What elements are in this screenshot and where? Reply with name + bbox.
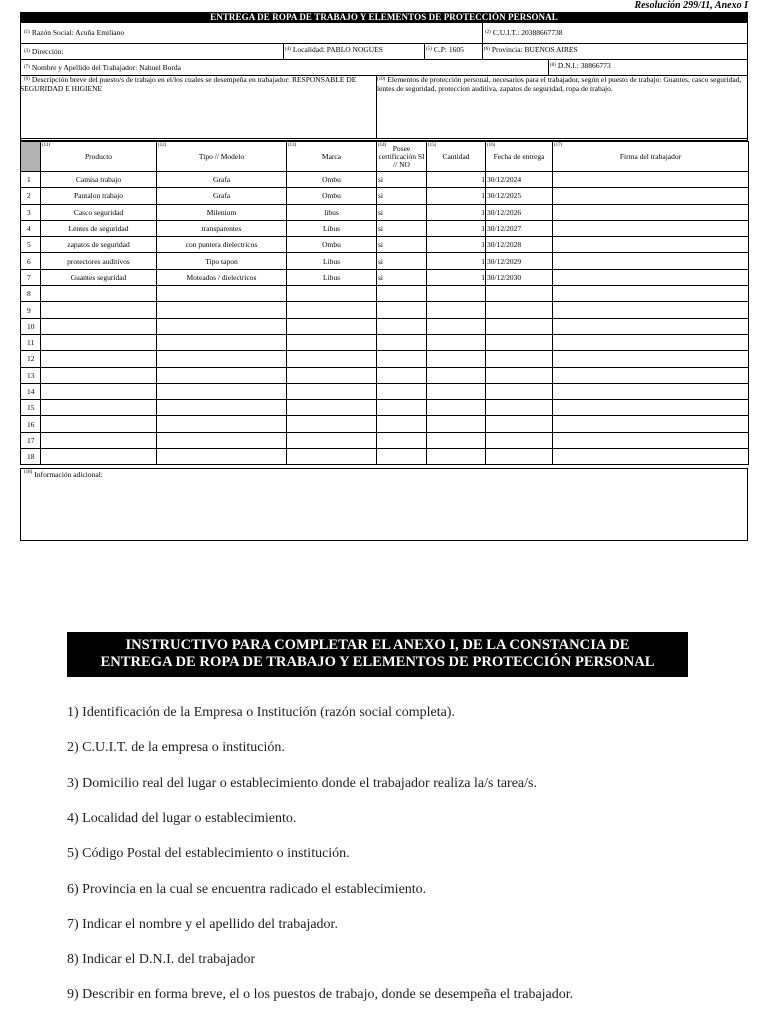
- instruction-step: 6) Provincia en la cual se encuentra radicado el establecimiento.: [67, 881, 427, 897]
- cell-cantidad: [427, 416, 486, 432]
- cell-n: 7: [21, 269, 41, 285]
- cell-marca: Libus: [287, 269, 377, 285]
- cell-firma: [553, 302, 749, 318]
- cell-tipo: [157, 400, 287, 416]
- cell-cantidad: [427, 367, 486, 383]
- row-number-header: [21, 142, 41, 172]
- table-row: [21, 269, 749, 285]
- resolution-label: Resolución 299/11, Anexo I: [634, 0, 748, 11]
- razon-social-field: $^{(1)}$ Razón Social: Acuña Emiliano: [24, 28, 125, 37]
- cell-fecha: [486, 367, 553, 383]
- instruction-step: 3) Domicilio real del lugar o establecimiento donde el trabajador realiza la/s tarea/s.: [67, 775, 537, 791]
- cell-cert: si: [377, 253, 427, 269]
- cell-marca: [287, 416, 377, 432]
- cell-cert: si: [377, 237, 427, 253]
- table-row: [21, 286, 749, 302]
- cell-firma: [553, 432, 749, 448]
- cell-n: 15: [21, 400, 41, 416]
- cell-marca: Ombu: [287, 188, 377, 204]
- cell-n: 14: [21, 383, 41, 399]
- table-row: [21, 367, 749, 383]
- cell-producto: [41, 302, 157, 318]
- cell-cantidad: [427, 383, 486, 399]
- cell-fecha: [486, 286, 553, 302]
- cell-n: 16: [21, 416, 41, 432]
- cell-marca: libus: [287, 204, 377, 220]
- cell-n: 8: [21, 286, 41, 302]
- table-row: [21, 416, 749, 432]
- cell-cantidad: 1: [427, 269, 486, 285]
- cell-n: 5: [21, 237, 41, 253]
- cell-marca: [287, 302, 377, 318]
- cell-cantidad: 1: [427, 172, 486, 188]
- cell-cert: [377, 383, 427, 399]
- cell-cantidad: 1: [427, 188, 486, 204]
- cell-fecha: 30/12/2029: [486, 253, 553, 269]
- cell-fecha: [486, 302, 553, 318]
- instruction-step: 9) Describir en forma breve, el o los puestos de trabajo, donde se desempeña el trabajador.: [67, 987, 574, 1003]
- cell-firma: [553, 188, 749, 204]
- cell-tipo: [157, 416, 287, 432]
- cell-cantidad: 1: [427, 220, 486, 236]
- cell-fecha: 30/12/2027: [486, 220, 553, 236]
- cell-n: 18: [21, 449, 41, 465]
- cell-firma: [553, 367, 749, 383]
- cell-cantidad: 1: [427, 237, 486, 253]
- column-header-marca: (13) Marca: [287, 142, 377, 172]
- instruction-step: 5) Código Postal del establecimiento o institución.: [67, 846, 350, 862]
- cell-n: 13: [21, 367, 41, 383]
- cell-fecha: [486, 400, 553, 416]
- cell-producto: [41, 432, 157, 448]
- cell-cantidad: [427, 286, 486, 302]
- cell-cantidad: [427, 302, 486, 318]
- table-row: [21, 237, 749, 253]
- table-row: [21, 400, 749, 416]
- column-header-fecha-entrega: (16) Fecha de entrega: [486, 142, 553, 172]
- cell-firma: [553, 351, 749, 367]
- cell-producto: [41, 416, 157, 432]
- cell-cantidad: [427, 400, 486, 416]
- puesto-descripcion-field: $^{(9)}$ Descripción breve del puesto/s de trabajo en el/los cuales se desempeña en trabajador: RESPONSABLE DE SEGURIDAD E HIGIENE: [20, 76, 357, 93]
- column-header-firma: (17) Firma del trabajador: [553, 142, 749, 172]
- cell-producto: Lentes de seguridad: [41, 220, 157, 236]
- cell-producto: [41, 367, 157, 383]
- cell-n: 9: [21, 302, 41, 318]
- cell-marca: Libus: [287, 220, 377, 236]
- cell-cert: [377, 318, 427, 334]
- table-row: [21, 432, 749, 448]
- column-header-producto: (11) Producto: [41, 142, 157, 172]
- cell-firma: [553, 269, 749, 285]
- cell-fecha: [486, 351, 553, 367]
- cell-cantidad: 1: [427, 204, 486, 220]
- table-row: [21, 188, 749, 204]
- cell-tipo: Tipo tapon: [157, 253, 287, 269]
- cell-tipo: [157, 334, 287, 350]
- instruction-step: 2) C.U.I.T. de la empresa o institución.: [67, 740, 285, 756]
- cell-cert: [377, 432, 427, 448]
- cell-fecha: 30/12/2026: [486, 204, 553, 220]
- cell-fecha: 30/12/2030: [486, 269, 553, 285]
- cell-n: 10: [21, 318, 41, 334]
- column-header-certificacion: (14) Posee certificación SI // NO: [377, 142, 427, 172]
- cell-cantidad: [427, 351, 486, 367]
- cell-producto: Guantes seguridad: [41, 269, 157, 285]
- cell-producto: [41, 334, 157, 350]
- table-row: [21, 318, 749, 334]
- cell-cert: si: [377, 204, 427, 220]
- cell-firma: [553, 400, 749, 416]
- cell-fecha: [486, 318, 553, 334]
- cell-tipo: [157, 318, 287, 334]
- elementos-proteccion-field: $^{(10)}$ Elementos de protección personal, necesarios para el trabajador, según el puesto de trabajo: Guantes, casco seguridad, lentes de seguridad, proteccion auditiva, zapatos de seguridad, ropa de trabajo.: [377, 76, 742, 93]
- cell-marca: [287, 334, 377, 350]
- cuit-field: $^{(2)}$ C.U.I.T.: 20388667738: [485, 28, 563, 37]
- table-row: [21, 351, 749, 367]
- cell-cert: [377, 302, 427, 318]
- cell-n: 3: [21, 204, 41, 220]
- cell-cert: [377, 449, 427, 465]
- cell-n: 12: [21, 351, 41, 367]
- column-header-tipo-modelo: (12) Tipo // Modelo: [157, 142, 287, 172]
- cell-marca: [287, 383, 377, 399]
- cell-tipo: [157, 367, 287, 383]
- instruction-step: 1) Identificación de la Empresa o Institución (razón social completa).: [67, 705, 455, 720]
- trabajador-field: $^{(7)}$ Nombre y Apellido del Trabajador: Nahuel Borda: [24, 63, 181, 72]
- table-row: [21, 334, 749, 350]
- cell-cert: si: [377, 269, 427, 285]
- table-row: [21, 220, 749, 236]
- cell-fecha: [486, 432, 553, 448]
- cell-producto: [41, 449, 157, 465]
- cell-tipo: [157, 286, 287, 302]
- table-row: [21, 204, 749, 220]
- instruction-step: 4) Localidad del lugar o establecimiento.: [67, 810, 297, 826]
- cell-marca: [287, 351, 377, 367]
- cell-tipo: [157, 302, 287, 318]
- cell-firma: [553, 449, 749, 465]
- table-row: [21, 383, 749, 399]
- cell-producto: Pantalon trabajo: [41, 188, 157, 204]
- cell-marca: [287, 400, 377, 416]
- cell-firma: [553, 383, 749, 399]
- cell-marca: Ombu: [287, 172, 377, 188]
- cell-n: 1: [21, 172, 41, 188]
- cell-tipo: [157, 432, 287, 448]
- cell-n: 11: [21, 334, 41, 350]
- cell-tipo: Grafa: [157, 172, 287, 188]
- cell-fecha: 30/12/2024: [486, 172, 553, 188]
- cell-producto: Casco seguridad: [41, 204, 157, 220]
- cell-tipo: con puntera dielectricos: [157, 237, 287, 253]
- cell-tipo: Milenium: [157, 204, 287, 220]
- cell-fecha: [486, 416, 553, 432]
- cell-cantidad: [427, 318, 486, 334]
- cell-fecha: [486, 383, 553, 399]
- cell-tipo: [157, 449, 287, 465]
- cell-firma: [553, 172, 749, 188]
- cell-cantidad: [427, 334, 486, 350]
- cell-marca: [287, 318, 377, 334]
- form-title-banner: ENTREGA DE ROPA DE TRABAJO Y ELEMENTOS DE PROTECCIÓN PERSONAL: [20, 12, 748, 22]
- cell-producto: protectores auditivos: [41, 253, 157, 269]
- cell-cert: [377, 351, 427, 367]
- cell-cantidad: [427, 449, 486, 465]
- cell-firma: [553, 416, 749, 432]
- cell-n: 17: [21, 432, 41, 448]
- cell-cert: [377, 286, 427, 302]
- cell-cert: si: [377, 220, 427, 236]
- localidad-field: $^{(4)}$ Localidad: PABLO NOGUES: [285, 45, 383, 54]
- cell-cantidad: [427, 432, 486, 448]
- cell-cert: [377, 334, 427, 350]
- cell-fecha: 30/12/2025: [486, 188, 553, 204]
- cell-tipo: Grafa: [157, 188, 287, 204]
- cell-firma: [553, 220, 749, 236]
- cell-firma: [553, 237, 749, 253]
- cell-producto: [41, 400, 157, 416]
- cell-cert: [377, 416, 427, 432]
- cell-marca: [287, 432, 377, 448]
- cell-tipo: [157, 383, 287, 399]
- cell-firma: [553, 204, 749, 220]
- dni-field: $^{(8)}$ D.N.I.: 38866773: [550, 61, 611, 70]
- instruction-step: 8) Indicar el D.N.I. del trabajador: [67, 952, 256, 968]
- cell-cert: si: [377, 188, 427, 204]
- table-row: [21, 253, 749, 269]
- instructivo-title: INSTRUCTIVO PARA COMPLETAR EL ANEXO I, DE LA CONSTANCIA DE ENTREGA DE ROPA DE TRABAJO Y ELEMENTOS DE PROTECCIÓN PERSONAL: [67, 632, 688, 677]
- table-row: [21, 302, 749, 318]
- cell-tipo: transparentes: [157, 220, 287, 236]
- cell-producto: Camisa trabajo: [41, 172, 157, 188]
- informacion-adicional-box: $^{(18)}$ Información adicional:: [20, 468, 748, 541]
- cell-firma: [553, 318, 749, 334]
- provincia-field: $^{(6)}$ Provincia: BUENOS AIRES: [484, 45, 578, 54]
- cell-firma: [553, 253, 749, 269]
- cell-producto: [41, 351, 157, 367]
- codigo-postal-field: $^{(5)}$ C.P: 1605: [426, 45, 464, 54]
- cell-n: 4: [21, 220, 41, 236]
- cell-tipo: [157, 351, 287, 367]
- table-row: [21, 172, 749, 188]
- delivery-table: [20, 141, 749, 465]
- cell-n: 2: [21, 188, 41, 204]
- table-row: [21, 449, 749, 465]
- direccion-field: $^{(3)}$ Dirección:: [24, 47, 64, 56]
- cell-producto: [41, 318, 157, 334]
- cell-marca: Ombu: [287, 237, 377, 253]
- cell-marca: [287, 449, 377, 465]
- cell-cert: [377, 400, 427, 416]
- informacion-adicional-label: Información adicional:: [34, 470, 103, 479]
- cell-firma: [553, 334, 749, 350]
- cell-marca: [287, 367, 377, 383]
- cell-n: 6: [21, 253, 41, 269]
- cell-producto: zapatos de seguridad: [41, 237, 157, 253]
- cell-fecha: [486, 449, 553, 465]
- cell-producto: [41, 286, 157, 302]
- cell-fecha: [486, 334, 553, 350]
- cell-cert: si: [377, 172, 427, 188]
- cell-fecha: 30/12/2028: [486, 237, 553, 253]
- cell-cantidad: 1: [427, 253, 486, 269]
- cell-tipo: Moteados / dielectricos: [157, 269, 287, 285]
- cell-producto: [41, 383, 157, 399]
- cell-cert: [377, 367, 427, 383]
- column-header-cantidad: (15) Cantidad: [427, 142, 486, 172]
- instruction-step: 7) Indicar el nombre y el apellido del trabajador.: [67, 916, 338, 932]
- cell-firma: [553, 286, 749, 302]
- table-header-row: [21, 142, 749, 172]
- cell-marca: Libus: [287, 253, 377, 269]
- cell-marca: [287, 286, 377, 302]
